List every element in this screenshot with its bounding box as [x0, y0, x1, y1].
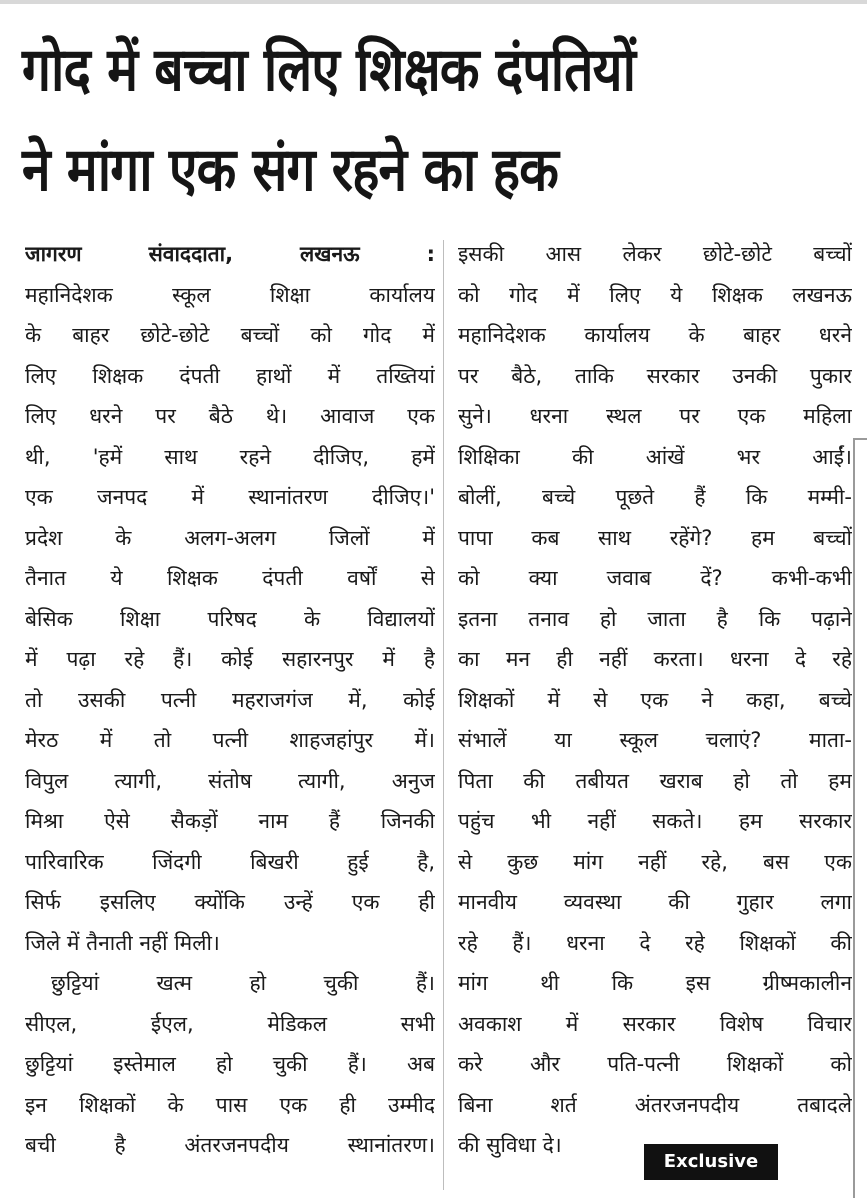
- body-line: सीएल, ईएल, मेडिकल सभी: [25, 1011, 435, 1036]
- body-line: अवकाश में सरकार विशेष विचार: [458, 1011, 852, 1036]
- body-line: मांग थी कि इस ग्रीष्मकालीन: [458, 971, 852, 995]
- body-line: इन शिक्षकों के पास एक ही उम्मीद: [25, 1092, 435, 1117]
- body-line: इसकी आस लेकर छोटे-छोटे बच्चों: [458, 242, 852, 266]
- headline-line: ने मांगा एक संग रहने का हक: [22, 135, 558, 205]
- article-column-left: [25, 234, 435, 1166]
- page-top-border: [0, 0, 867, 4]
- body-line: से कुछ मांग नहीं रहे, बस एक: [458, 849, 852, 874]
- body-line: प्रदेश के अलग-अलग जिलों में: [25, 525, 435, 550]
- body-line: पारिवारिक जिंदगी बिखरी हुई है,: [25, 849, 435, 874]
- body-line: मिश्रा ऐसे सैकड़ों नाम हैं जिनकी: [25, 809, 435, 833]
- body-line: छुट्टियां खत्म हो चुकी हैं।: [51, 971, 435, 995]
- body-line: सुने। धरना स्थल पर एक महिला: [458, 404, 852, 428]
- body-line: सिर्फ इसलिए क्योंकि उन्हें एक ही: [25, 890, 435, 914]
- body-line: बेसिक शिक्षा परिषद के विद्यालयों: [25, 606, 435, 631]
- column-divider: [443, 240, 444, 1190]
- body-line: संभालें या स्कूल चलाएं? माता-: [458, 728, 852, 752]
- body-line: जिले में तैनाती नहीं मिली।: [25, 930, 220, 955]
- body-line: शिक्षिका की आंखें भर आईं।: [458, 444, 852, 469]
- article-column-right: [458, 234, 852, 1166]
- body-line: छुट्टियां इस्तेमाल हो चुकी हैं। अब: [25, 1052, 435, 1076]
- body-line: थी, 'हमें साथ रहने दीजिए, हमें: [25, 444, 435, 469]
- body-line: लिए धरने पर बैठे थे। आवाज एक: [25, 404, 435, 428]
- body-line: बिना शर्त अंतरजनपदीय तबादले: [458, 1092, 852, 1117]
- body-line: इतना तनाव हो जाता है कि पढ़ाने: [458, 606, 852, 631]
- body-line: शिक्षकों में से एक ने कहा, बच्चे: [458, 687, 852, 712]
- side-rule: [853, 438, 855, 1198]
- exclusive-badge: Exclusive: [644, 1144, 778, 1180]
- body-line: में पढ़ा रहे हैं। कोई सहारनपुर में है: [25, 647, 435, 671]
- headline: [22, 20, 736, 220]
- body-line: मेरठ में तो पत्नी शाहजहांपुर में।: [25, 728, 435, 752]
- body-line: की सुविधा दे।: [458, 1133, 562, 1157]
- body-line: विपुल त्यागी, संतोष त्यागी, अनुज: [25, 768, 435, 793]
- body-line: पापा कब साथ रहेंगे? हम बच्चों: [458, 525, 852, 550]
- body-line: महानिदेशक कार्यालय के बाहर धरने: [458, 323, 852, 347]
- side-rule-tick: [853, 438, 867, 440]
- body-line: एक जनपद में स्थानांतरण दीजिए।': [25, 485, 435, 509]
- body-line: को क्या जवाब दें? कभी-कभी: [458, 566, 852, 590]
- body-line: का मन ही नहीं करता। धरना दे रहे: [458, 647, 852, 671]
- body-line: मानवीय व्यवस्था की गुहार लगा: [458, 890, 852, 914]
- body-line: पर बैठे, ताकि सरकार उनकी पुकार: [458, 363, 852, 388]
- body-line: महानिदेशक स्कूल शिक्षा कार्यालय: [25, 282, 435, 307]
- body-line: तैनात ये शिक्षक दंपती वर्षों से: [25, 566, 435, 590]
- body-line: रहे हैं। धरना दे रहे शिक्षकों की: [458, 930, 852, 955]
- body-line: बोलीं, बच्चे पूछते हैं कि मम्मी-: [458, 485, 852, 509]
- body-line: तो उसकी पत्नी महराजगंज में, कोई: [25, 687, 435, 712]
- body-line: को गोद में लिए ये शिक्षक लखनऊ: [458, 282, 852, 307]
- body-line: बची है अंतरजनपदीय स्थानांतरण।: [25, 1133, 435, 1157]
- body-line: करे और पति-पत्नी शिक्षकों को: [458, 1052, 852, 1076]
- body-line: पहुंच भी नहीं सकते। हम सरकार: [458, 809, 852, 833]
- body-line: लिए शिक्षक दंपती हाथों में तख्तियां: [25, 363, 435, 388]
- body-line: पिता की तबीयत खराब हो तो हम: [458, 768, 852, 793]
- headline-line: गोद में बच्चा लिए शिक्षक दंपतियों: [22, 35, 636, 105]
- body-line: के बाहर छोटे-छोटे बच्चों को गोद में: [25, 323, 435, 347]
- byline: जागरण संवाददाता, लखनऊ :: [25, 242, 435, 266]
